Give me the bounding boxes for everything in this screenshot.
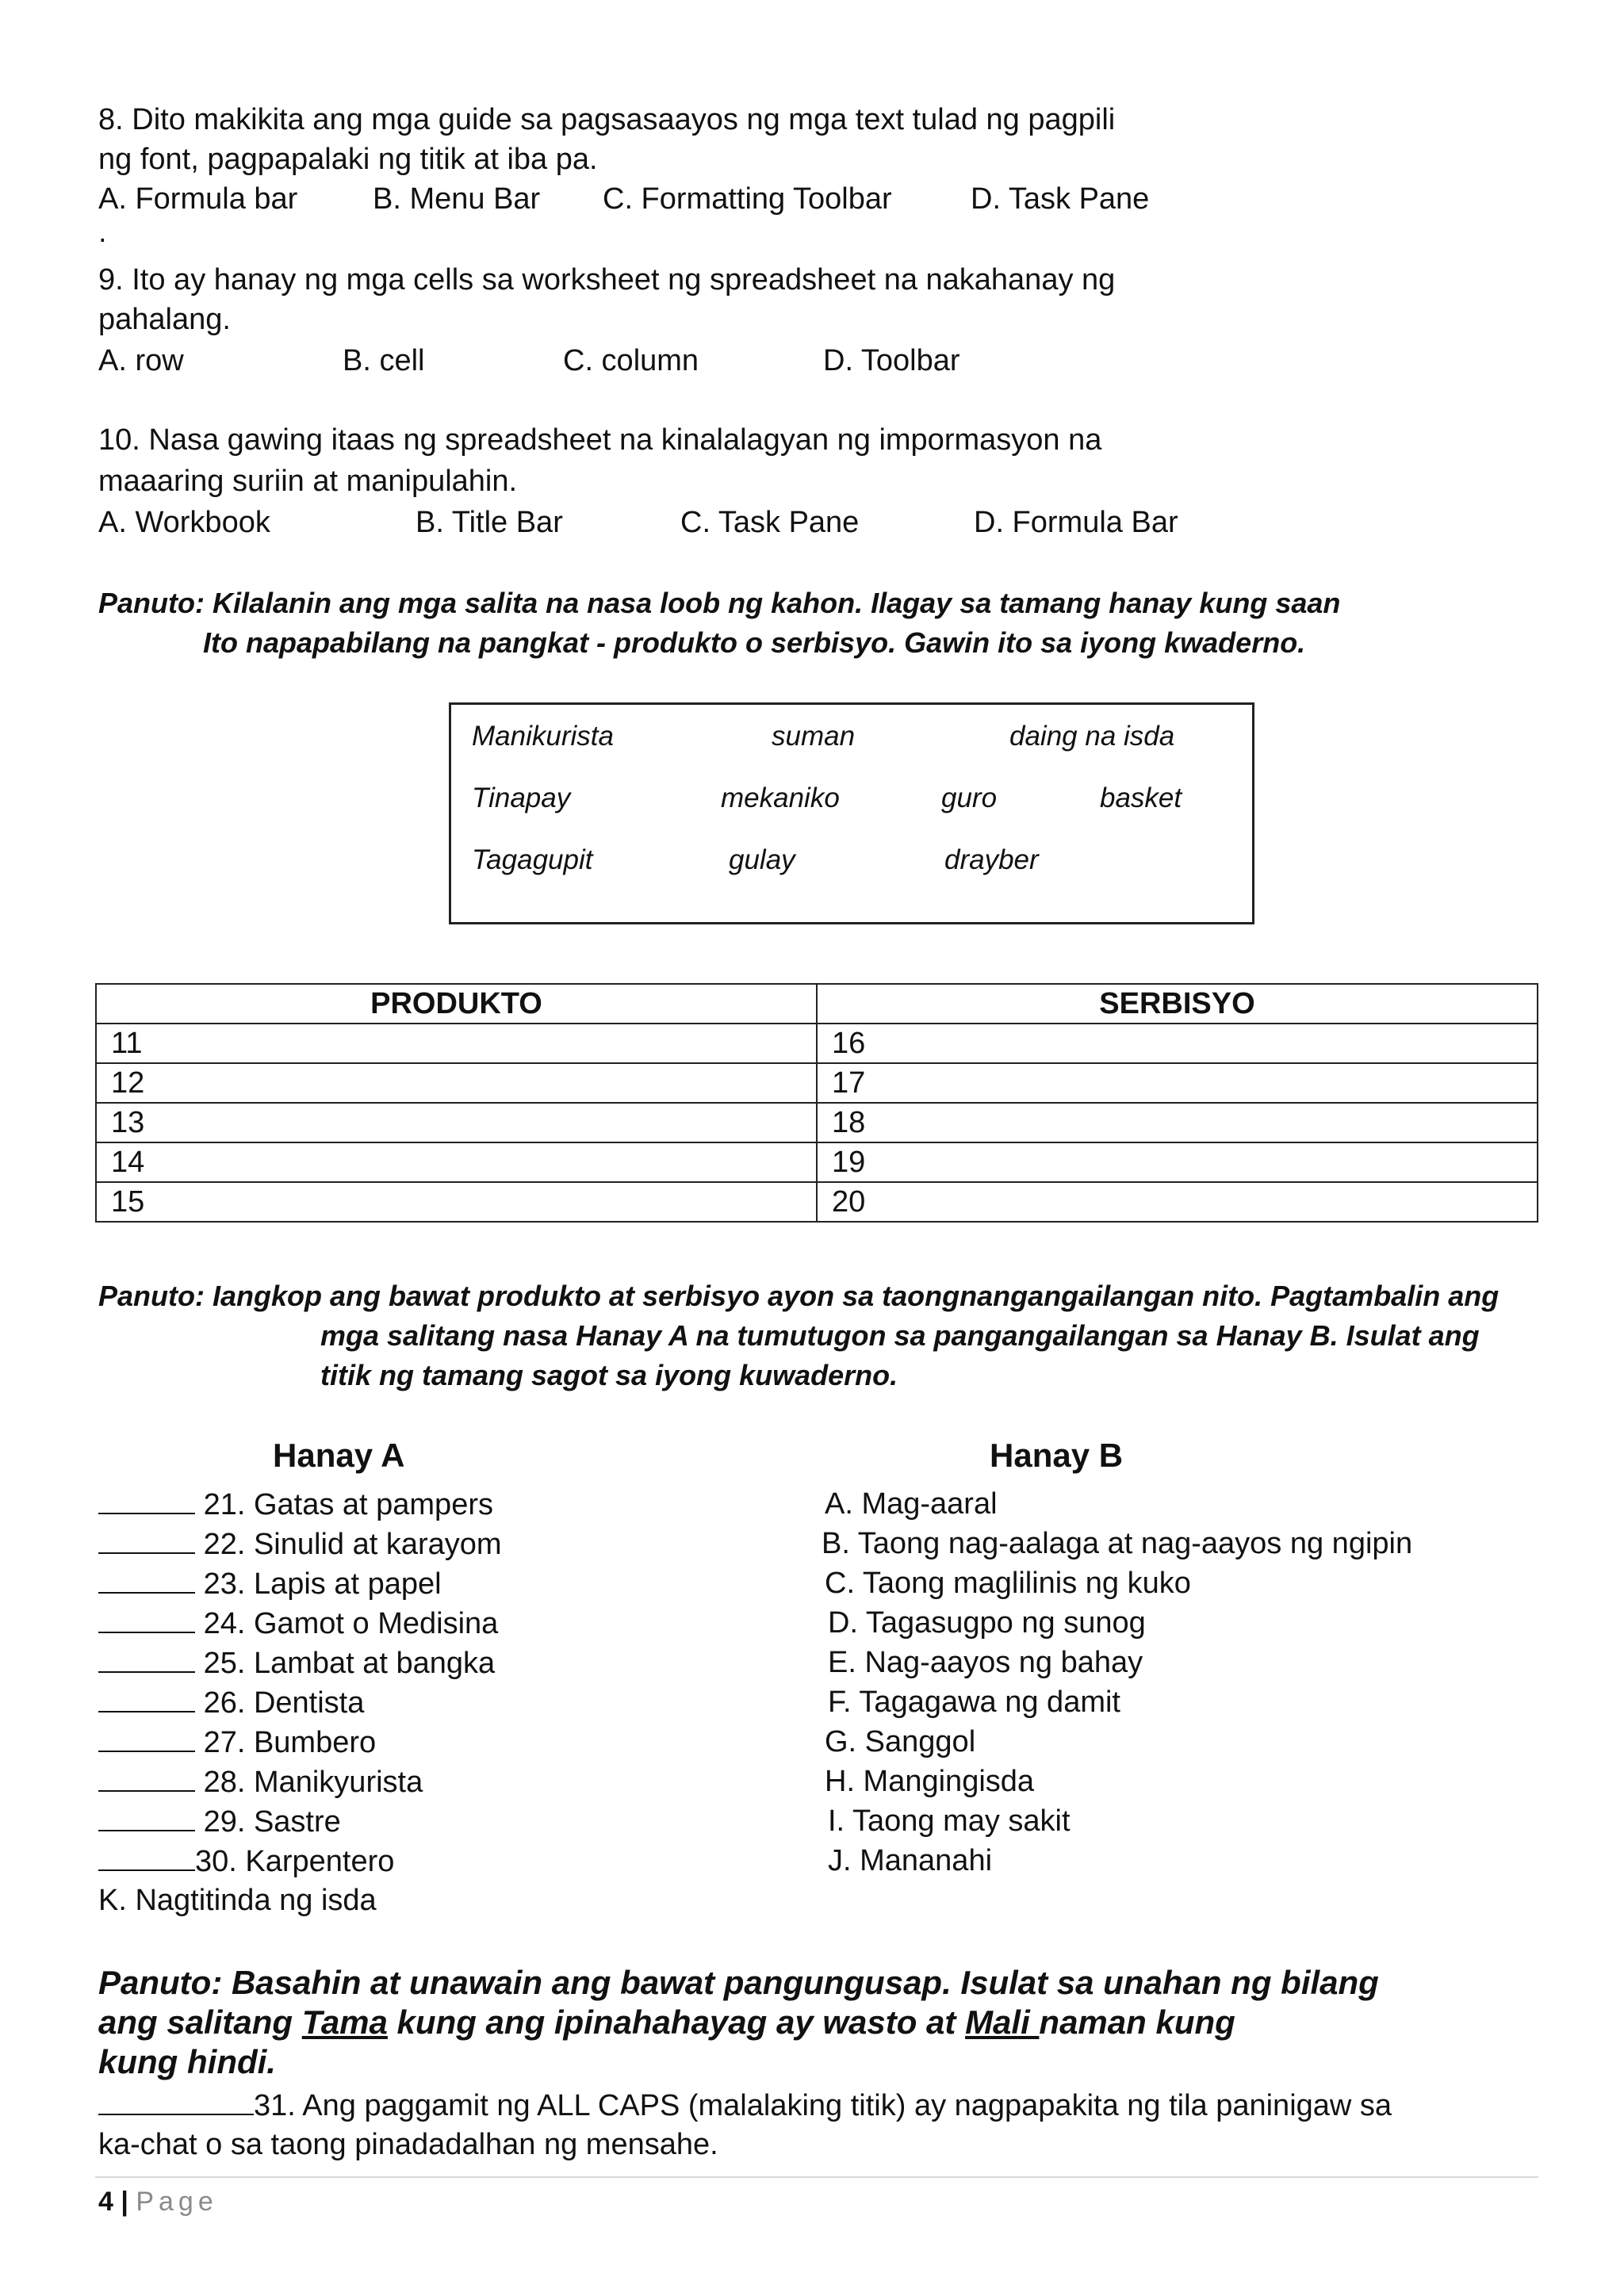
hanay-b-title: Hanay B bbox=[990, 1437, 1124, 1474]
table-cell: 13 bbox=[96, 1103, 817, 1142]
table-cell: 12 bbox=[96, 1063, 817, 1103]
word-tinapay: Tinapay bbox=[472, 783, 571, 813]
page-label: Page bbox=[136, 2187, 218, 2217]
word-mali: Mali bbox=[965, 2003, 1040, 2041]
hanay-b-item: F. Tagagawa ng damit bbox=[828, 1686, 1120, 1719]
answer-blank[interactable] bbox=[98, 1643, 195, 1673]
hanay-a-item: 21. Gatas at pampers bbox=[98, 1484, 493, 1525]
word-guro: guro bbox=[941, 783, 998, 813]
question-9-line-2: pahalang. bbox=[98, 303, 231, 336]
table-cell: 16 bbox=[817, 1024, 1538, 1063]
hanay-a-item: 25. Lambat at bangka bbox=[98, 1643, 495, 1683]
hanay-a-item: 23. Lapis at papel bbox=[98, 1563, 442, 1604]
table-cell: 17 bbox=[817, 1063, 1538, 1103]
hanay-a-item: 30. Karpentero bbox=[98, 1841, 394, 1881]
question-10-option-c: C. Task Pane bbox=[680, 506, 860, 539]
question-10-option-a: A. Workbook bbox=[98, 506, 270, 539]
answer-blank[interactable] bbox=[98, 1762, 195, 1792]
word-daing-na-isda: daing na isda bbox=[1009, 721, 1175, 752]
word-suman: suman bbox=[772, 721, 856, 752]
answer-blank[interactable] bbox=[98, 1801, 195, 1831]
hanay-a-item: 26. Dentista bbox=[98, 1682, 364, 1723]
answer-blank[interactable] bbox=[98, 1682, 195, 1712]
question-9-option-c: C. column bbox=[563, 344, 699, 377]
table-cell: 19 bbox=[817, 1142, 1538, 1182]
hanay-b-item: J. Mananahi bbox=[828, 1844, 993, 1877]
hanay-b-item: C. Taong maglilinis ng kuko bbox=[825, 1567, 1191, 1600]
hanay-a-title: Hanay A bbox=[273, 1437, 405, 1474]
table-cell: 18 bbox=[817, 1103, 1538, 1142]
table-cell: 14 bbox=[96, 1142, 817, 1182]
question-9-option-b: B. cell bbox=[343, 344, 425, 377]
hanay-a-item: 24. Gamot o Medisina bbox=[98, 1603, 498, 1644]
question-8-option-b: B. Menu Bar bbox=[373, 182, 541, 216]
item-31-line-2: ka-chat o sa taong pinadadalhan ng mensahe. bbox=[98, 2128, 718, 2161]
hanay-a-item: 27. Bumbero bbox=[98, 1722, 376, 1762]
hanay-a-item: 28. Manikyurista bbox=[98, 1762, 423, 1802]
header-serbisyo: SERBISYO bbox=[817, 984, 1538, 1024]
word-basket: basket bbox=[1100, 783, 1182, 813]
word-mekaniko: mekaniko bbox=[721, 783, 840, 813]
question-8-line-2: ng font, pagpapalaki ng titik at iba pa. bbox=[98, 143, 598, 176]
table-row bbox=[96, 1142, 1538, 1182]
item-31-line-1: 31. Ang paggamit ng ALL CAPS (malalaking titik) ay nagpapakita ng tila paninigaw sa bbox=[98, 2085, 1392, 2126]
table-row bbox=[96, 1063, 1538, 1103]
hanay-b-item: H. Mangingisda bbox=[825, 1765, 1035, 1798]
question-9-line-1: 9. Ito ay hanay ng mga cells sa worksheet ng spreadsheet na nakahanay ng bbox=[98, 263, 1116, 297]
word-gulay: gulay bbox=[729, 844, 795, 875]
word-drayber: drayber bbox=[944, 844, 1039, 875]
panuto-3-line-3: kung hindi. bbox=[98, 2043, 276, 2080]
answer-blank[interactable] bbox=[98, 1722, 195, 1752]
table-cell: 20 bbox=[817, 1182, 1538, 1222]
panuto-2-line-3: titik ng tamang sagot sa iyong kuwaderno. bbox=[320, 1359, 898, 1391]
question-8-line-1: 8. Dito makikita ang mga guide sa pagsasaayos ng mga text tulad ng pagpili bbox=[98, 103, 1116, 136]
header-produkto: PRODUKTO bbox=[96, 984, 817, 1024]
question-8-option-d: D. Task Pane bbox=[971, 182, 1150, 216]
answer-blank[interactable] bbox=[98, 1603, 195, 1633]
table-row bbox=[96, 1103, 1538, 1142]
produkto-serbisyo-table bbox=[95, 983, 1538, 1223]
page-footer bbox=[98, 2182, 218, 2221]
page-number: 4 bbox=[98, 2187, 113, 2217]
question-8-option-a: A. Formula bar bbox=[98, 182, 298, 216]
panuto-2-line-1: Panuto: Iangkop ang bawat produkto at serbisyo ayon sa taongnangangailangan nito. Pagtambalin ang bbox=[98, 1280, 1500, 1312]
question-9-option-d: D. Toolbar bbox=[823, 344, 960, 377]
question-8-option-c: C. Formatting Toolbar bbox=[603, 182, 892, 216]
answer-blank[interactable] bbox=[98, 2085, 254, 2115]
word-manikurista: Manikurista bbox=[472, 721, 614, 752]
hanay-b-item: E. Nag-aayos ng bahay bbox=[828, 1646, 1143, 1679]
hanay-b-item: D. Tagasugpo ng sunog bbox=[828, 1606, 1146, 1640]
table-row bbox=[96, 1182, 1538, 1222]
word-box bbox=[449, 702, 1254, 924]
question-10-line-2: maaaring suriin at manipulahin. bbox=[98, 465, 518, 498]
hanay-b-item: B. Taong nag-aalaga at nag-aayos ng ngipin bbox=[822, 1527, 1413, 1560]
panuto-3-line-2: ang salitang Tama kung ang ipinahahayag ay wasto at Mali naman kung bbox=[98, 2003, 1235, 2041]
word-tama: Tama bbox=[301, 2003, 388, 2041]
panuto-2-line-2: mga salitang nasa Hanay A na tumutugon sa pangangailangan sa Hanay B. Isulat ang bbox=[320, 1319, 1480, 1352]
table-header-row bbox=[96, 984, 1538, 1024]
hanay-b-item: I. Taong may sakit bbox=[828, 1804, 1071, 1838]
question-9-option-a: A. row bbox=[98, 344, 184, 377]
stray-period: . bbox=[98, 216, 107, 249]
table-cell: 15 bbox=[96, 1182, 817, 1222]
hanay-a-item: 29. Sastre bbox=[98, 1801, 341, 1842]
answer-blank[interactable] bbox=[98, 1841, 195, 1871]
answer-blank[interactable] bbox=[98, 1524, 195, 1554]
answer-blank[interactable] bbox=[98, 1484, 195, 1514]
question-10-option-b: B. Title Bar bbox=[416, 506, 563, 539]
word-tagagupit: Tagagupit bbox=[472, 844, 593, 875]
footer-separator: | bbox=[121, 2187, 128, 2217]
answer-blank[interactable] bbox=[98, 1563, 195, 1594]
panuto-1-line-2: Ito napapabilang na pangkat - produkto o serbisyo. Gawin ito sa iyong kwaderno. bbox=[203, 626, 1306, 659]
question-10-option-d: D. Formula Bar bbox=[974, 506, 1178, 539]
panuto-1-line-1: Panuto: Kilalanin ang mga salita na nasa loob ng kahon. Ilagay sa tamang hanay kung saan bbox=[98, 587, 1341, 619]
hanay-b-item: A. Mag-aaral bbox=[825, 1487, 998, 1521]
hanay-b-item: G. Sanggol bbox=[825, 1725, 976, 1758]
footer-divider bbox=[95, 2176, 1538, 2178]
hanay-b-extra-item: K. Nagtitinda ng isda bbox=[98, 1884, 377, 1917]
table-cell: 11 bbox=[96, 1024, 817, 1063]
question-10-line-1: 10. Nasa gawing itaas ng spreadsheet na kinalalagyan ng impormasyon na bbox=[98, 423, 1102, 457]
hanay-a-item: 22. Sinulid at karayom bbox=[98, 1524, 502, 1564]
table-row bbox=[96, 1024, 1538, 1063]
panuto-3-line-1: Panuto: Basahin at unawain ang bawat pangungusap. Isulat sa unahan ng bilang bbox=[98, 1964, 1379, 2001]
